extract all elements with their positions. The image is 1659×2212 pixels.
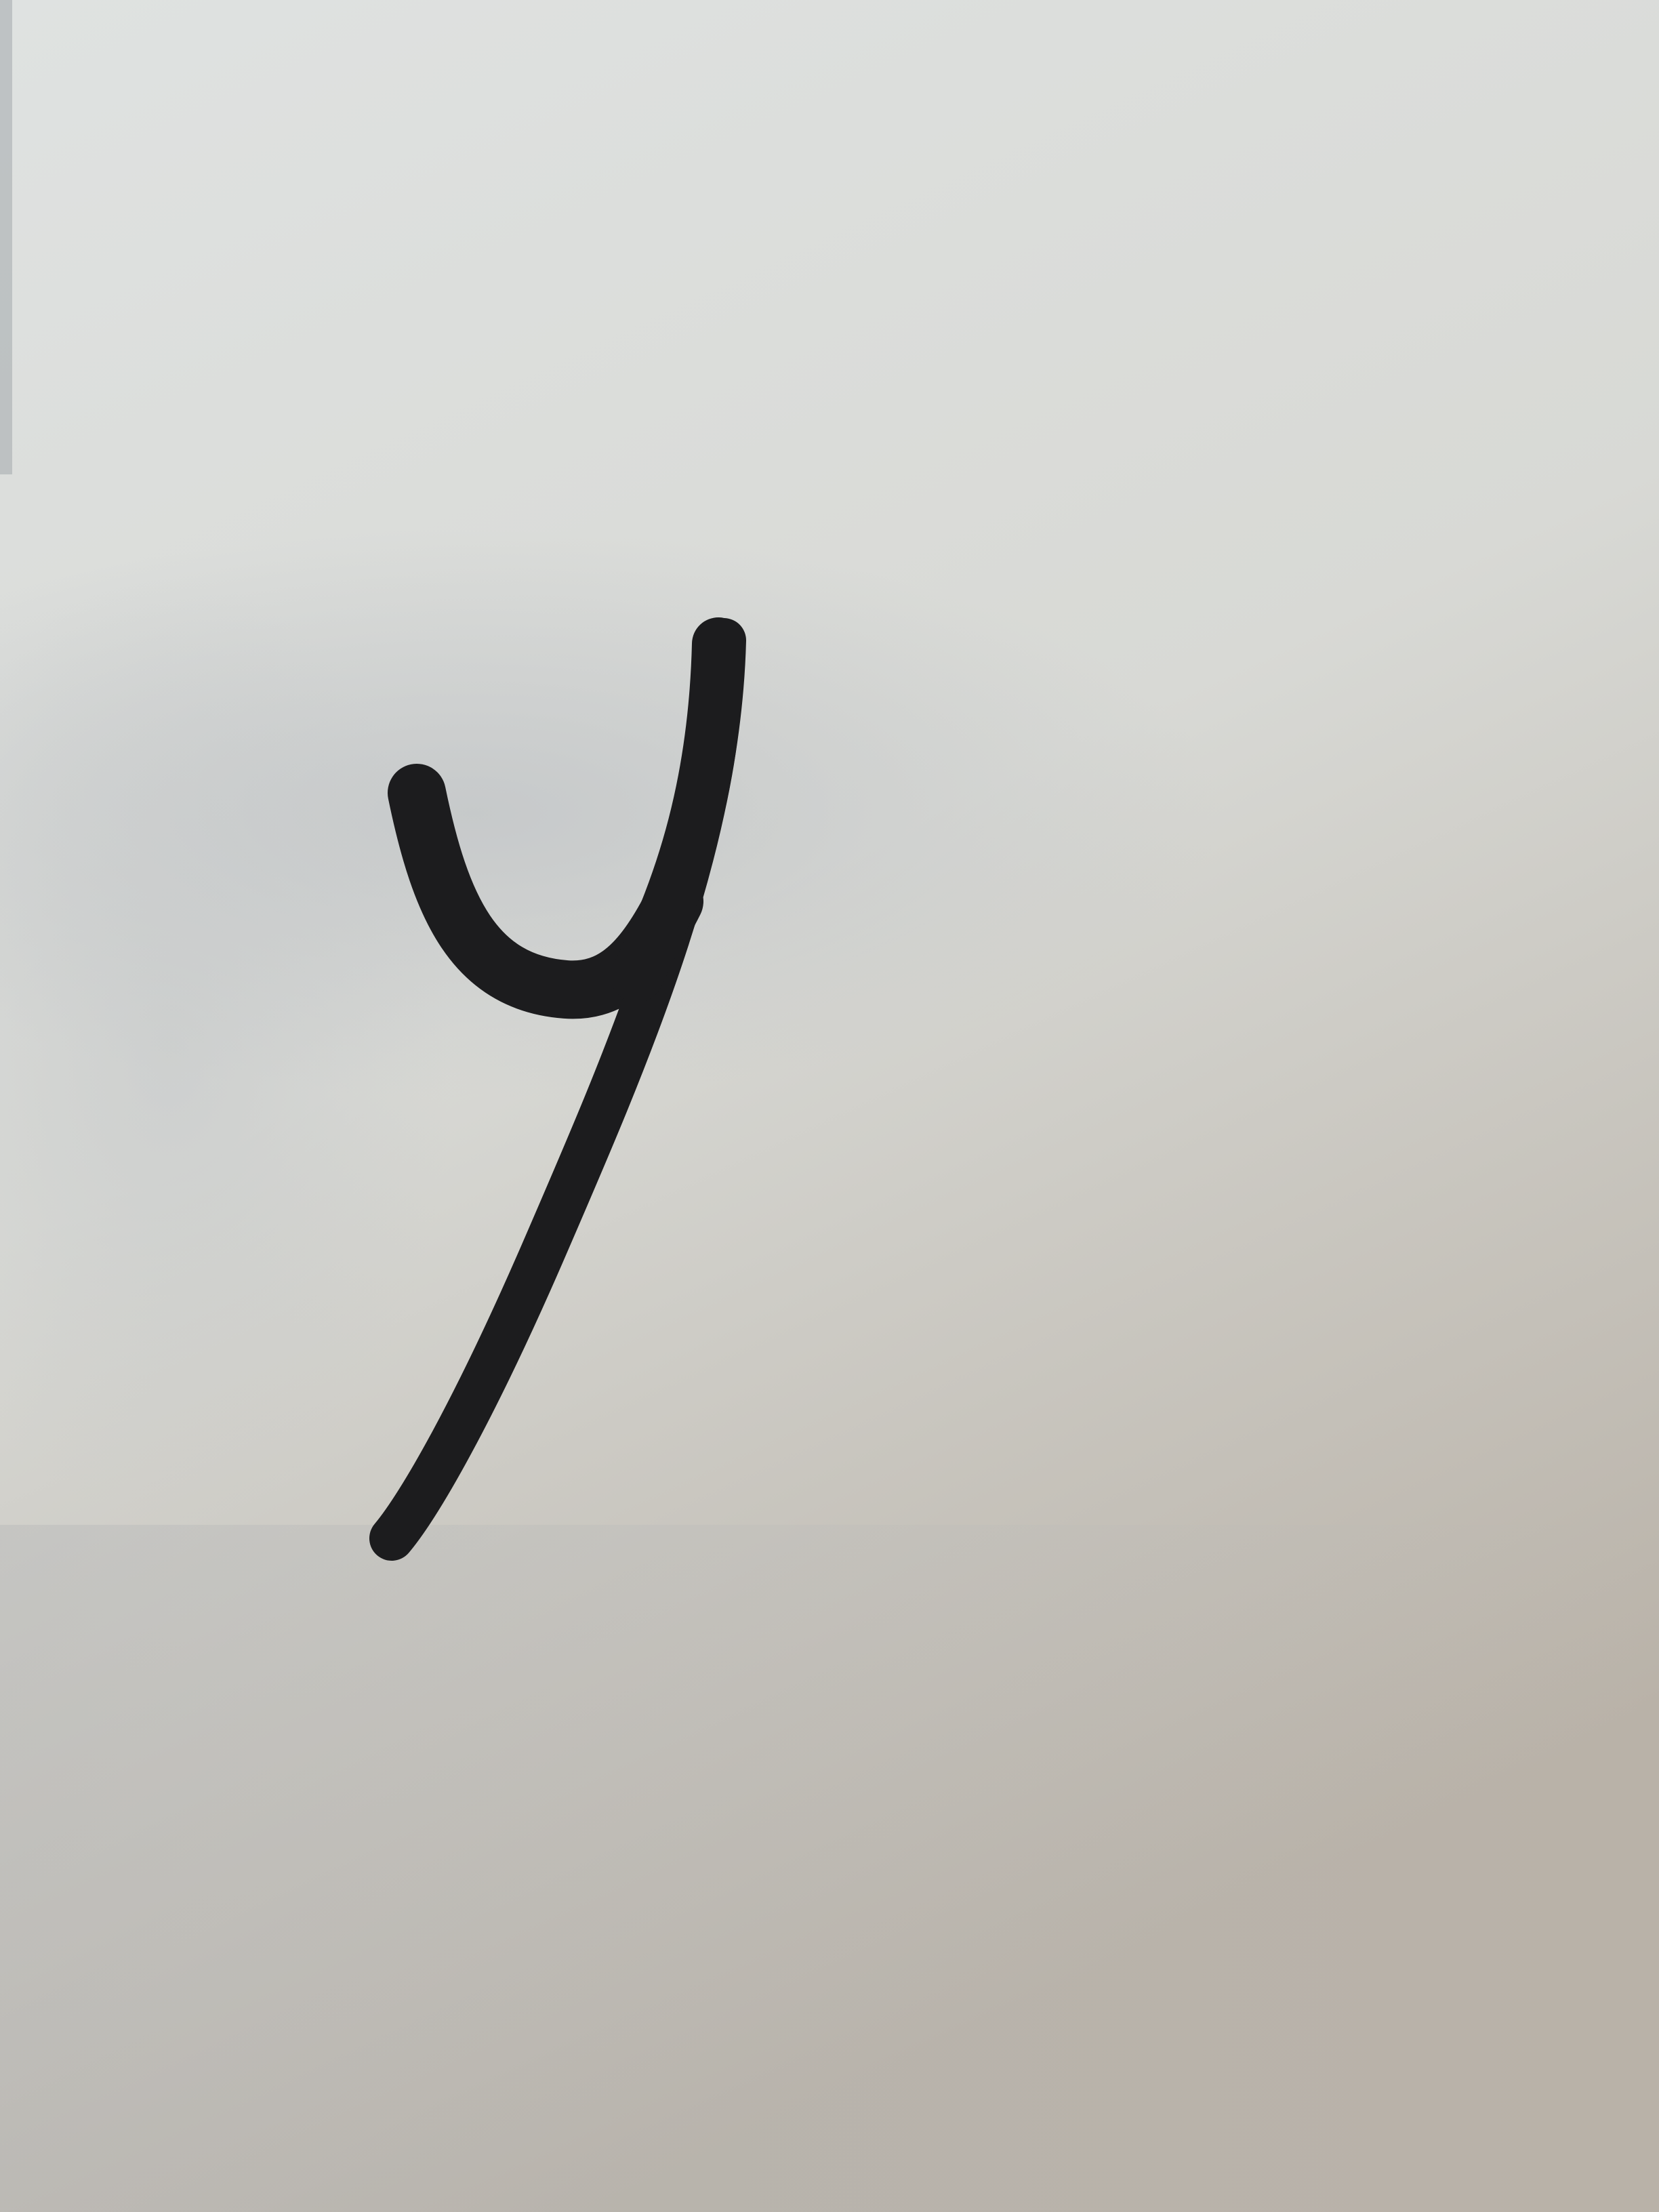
letter-y-stem-stroke [392, 640, 724, 1538]
letter-y-stem-upper [637, 644, 718, 976]
